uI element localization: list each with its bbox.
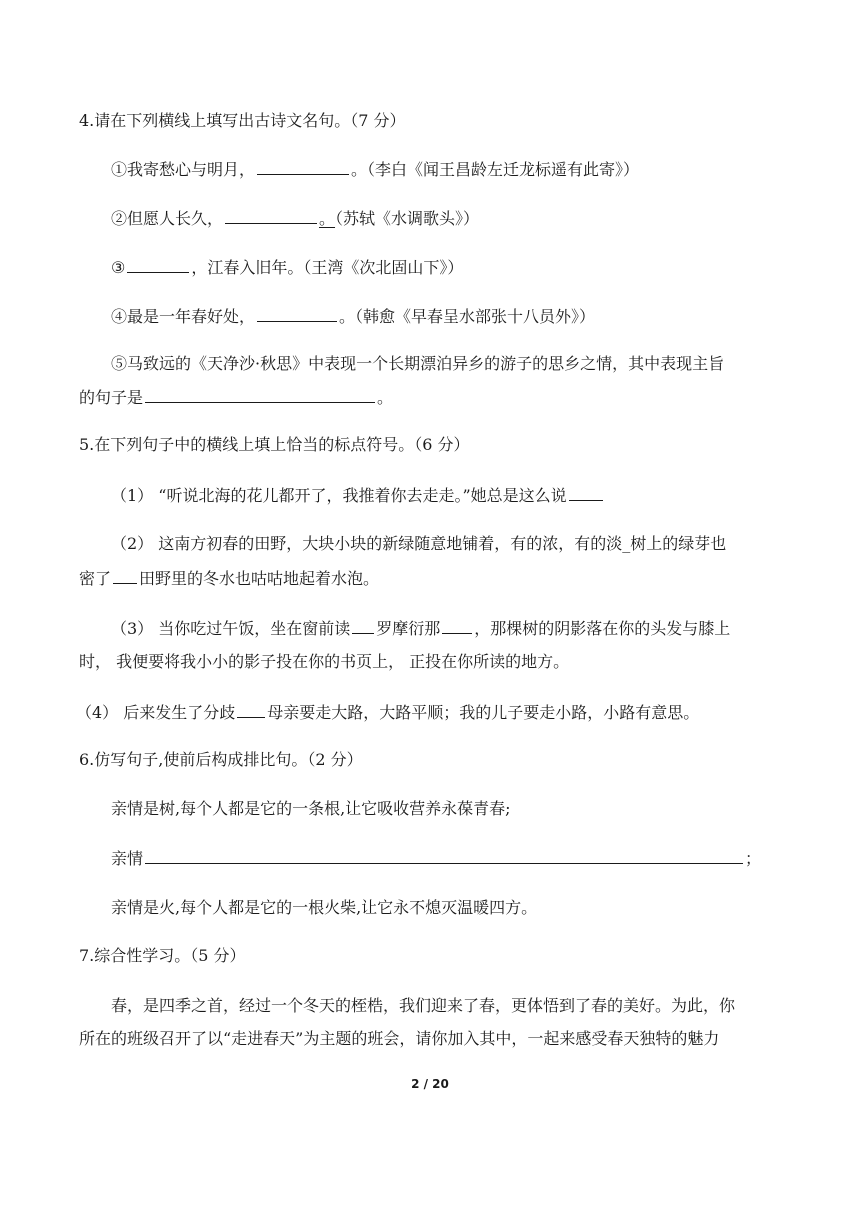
q5-s4-text-a: （4） 后来发生了分歧 (76, 703, 236, 722)
q7-line-2: 所在的班级召开了以“走进春天”为主题的班会，请你加入其中，一起来感受春天独特的魅力 (79, 1029, 720, 1048)
q5-sentence-4 (76, 701, 699, 724)
q6-line-2-text-b: ； (745, 849, 762, 868)
q5-s4-blank[interactable] (237, 701, 265, 718)
q4-item-1-text-a: ①我寄愁心与明月， (111, 160, 256, 179)
q4-item-2-text-c: （苏轼《水调歌头》） (335, 209, 480, 228)
q5-sentence-2-line-2 (79, 567, 379, 590)
q5-sentence-3-line-1 (111, 617, 730, 640)
q5-heading: 5.在下列句子中的横线上填上恰当的标点符号。（6 分） (79, 435, 470, 454)
q6-line-1: 亲情是树,每个人都是它的一条根,让它吸收营养永葆青春; (111, 799, 511, 818)
q4-item-2-text-a: ②但愿人长久， (111, 209, 224, 228)
q5-s3-text-c: ，那棵树的阴影落在你的头发与膝上 (474, 619, 731, 638)
q4-item-1 (111, 158, 639, 181)
q4-item-3 (111, 256, 463, 279)
q4-item-4 (111, 305, 595, 328)
q5-sentence-1 (111, 484, 605, 507)
q5-s3-text-b: 罗摩衍那 (376, 619, 441, 638)
q4-item-5-line-2 (79, 386, 393, 409)
q7-heading: 7.综合性学习。（5 分） (79, 946, 246, 965)
q4-item-3-text-b: ，江春入旧年。（王湾《次北固山下》） (191, 258, 464, 277)
q4-item-2-period: 。 (319, 209, 336, 228)
q7-line-1: 春，是四季之首，经过一个冬天的桎梏，我们迎来了春，更体悟到了春的美好。为此，你 (111, 996, 736, 1015)
q4-item-5-text-a: 的句子是 (79, 388, 144, 407)
q4-item-1-text-b: 。（李白《闻王昌龄左迁龙标遥有此寄》） (351, 160, 640, 179)
q5-s4-text-b: 母亲要走大路，大路平顺；我的儿子要走小路，小路有意思。 (267, 703, 700, 722)
q5-sentence-3-line-2: 时， 我便要将我小小的影子投在你的书页上， 正投在你所读的地方。 (79, 652, 570, 671)
q4-heading: 4.请在下列横线上填写出古诗文名句。（7 分） (79, 111, 406, 130)
q4-item-4-text-a: ④最是一年春好处， (111, 307, 256, 326)
q4-item-3-text-a: ③ (111, 258, 126, 277)
q5-s2-text-b: 田野里的冬水也咕咕地起着水泡。 (139, 569, 380, 588)
q4-item-1-blank[interactable] (257, 158, 349, 175)
q5-s2-text-a: 密了 (79, 569, 112, 588)
q6-line-3: 亲情是火,每个人都是它的一根火柴,让它永不熄灭温暖四方。 (111, 898, 538, 917)
q5-s1-blank[interactable] (569, 484, 603, 501)
q6-heading: 6.仿写句子,使前后构成排比句。（2 分） (79, 750, 363, 769)
q5-s1-text: （1） “听说北海的花儿都开了，我推着你去走走。”她总是这么说 (111, 486, 567, 505)
q5-s2-blank[interactable] (113, 567, 137, 584)
q6-blank[interactable] (145, 847, 743, 864)
q5-sentence-2-line-1: （2） 这南方初春的田野，大块小块的新绿随意地铺着，有的浓，有的淡_树上的绿芽也 (111, 534, 727, 553)
q6-line-2 (111, 847, 761, 870)
page-number: 2 / 20 (411, 1077, 449, 1091)
q4-item-4-text-b: 。（韩愈《早春呈水部张十八员外》） (339, 307, 596, 326)
q4-item-5-blank[interactable] (145, 386, 375, 403)
q4-item-2 (111, 207, 479, 230)
q4-item-3-blank[interactable] (127, 256, 189, 273)
q5-s3-blank-2[interactable] (442, 617, 472, 634)
q4-item-4-blank[interactable] (257, 305, 337, 322)
q4-item-2-blank[interactable] (225, 207, 317, 224)
q6-line-2-text-a: 亲情 (111, 849, 144, 868)
q5-s3-blank-1[interactable] (352, 617, 374, 634)
q5-s3-text-a: （3） 当你吃过午饭，坐在窗前读 (111, 619, 351, 638)
q4-item-5-line-1: ⑤马致远的《天净沙·秋思》中表现一个长期漂泊异乡的游子的思乡之情，其中表现主旨 (111, 354, 725, 373)
q4-item-5-text-b: 。 (377, 388, 394, 407)
